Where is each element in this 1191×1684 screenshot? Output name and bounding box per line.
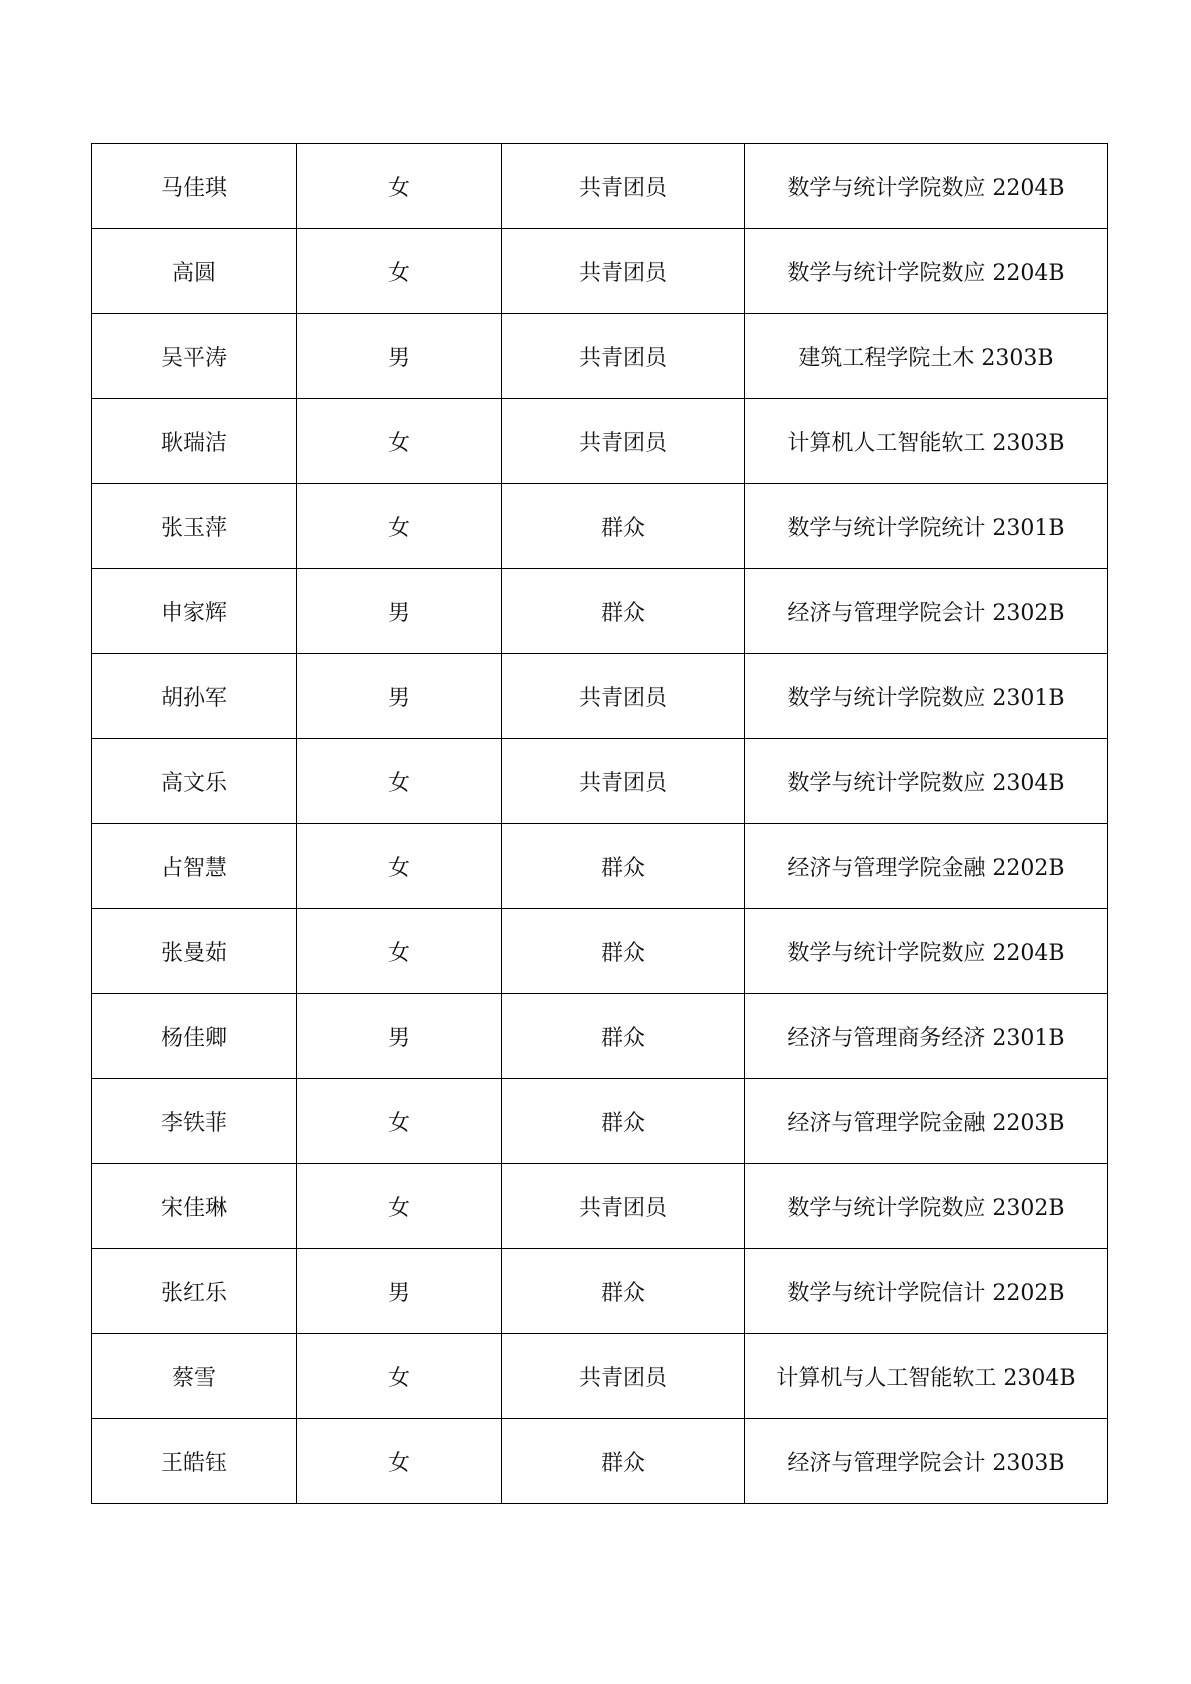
table-row bbox=[92, 314, 1108, 399]
college-class-cell: 数学与统计学院信计 2202B bbox=[745, 1249, 1108, 1334]
gender-cell: 男 bbox=[297, 654, 502, 739]
table-row bbox=[92, 144, 1108, 229]
table-row bbox=[92, 569, 1108, 654]
name-cell: 张曼茹 bbox=[92, 909, 297, 994]
college-class-cell: 经济与管理学院金融 2203B bbox=[745, 1079, 1108, 1164]
college-class-cell: 数学与统计学院统计 2301B bbox=[745, 484, 1108, 569]
table-row bbox=[92, 909, 1108, 994]
gender-cell: 女 bbox=[297, 1334, 502, 1419]
political-status-cell: 群众 bbox=[502, 484, 745, 569]
name-cell: 耿瑞洁 bbox=[92, 399, 297, 484]
table-row bbox=[92, 654, 1108, 739]
college-class-cell: 数学与统计学院数应 2304B bbox=[745, 739, 1108, 824]
table-row bbox=[92, 994, 1108, 1079]
political-status-cell: 共青团员 bbox=[502, 399, 745, 484]
political-status-cell: 群众 bbox=[502, 824, 745, 909]
college-class-cell: 数学与统计学院数应 2302B bbox=[745, 1164, 1108, 1249]
political-status-cell: 共青团员 bbox=[502, 229, 745, 314]
political-status-cell: 共青团员 bbox=[502, 144, 745, 229]
table-row bbox=[92, 399, 1108, 484]
table-row bbox=[92, 229, 1108, 314]
gender-cell: 男 bbox=[297, 994, 502, 1079]
political-status-cell: 共青团员 bbox=[502, 314, 745, 399]
political-status-cell: 共青团员 bbox=[502, 1334, 745, 1419]
college-class-cell: 经济与管理商务经济 2301B bbox=[745, 994, 1108, 1079]
name-cell: 占智慧 bbox=[92, 824, 297, 909]
political-status-cell: 群众 bbox=[502, 994, 745, 1079]
name-cell: 杨佳卿 bbox=[92, 994, 297, 1079]
gender-cell: 男 bbox=[297, 1249, 502, 1334]
table-row bbox=[92, 824, 1108, 909]
gender-cell: 女 bbox=[297, 484, 502, 569]
gender-cell: 男 bbox=[297, 314, 502, 399]
name-cell: 吴平涛 bbox=[92, 314, 297, 399]
political-status-cell: 群众 bbox=[502, 909, 745, 994]
name-cell: 张玉萍 bbox=[92, 484, 297, 569]
name-cell: 宋佳琳 bbox=[92, 1164, 297, 1249]
political-status-cell: 群众 bbox=[502, 1079, 745, 1164]
college-class-cell: 数学与统计学院数应 2204B bbox=[745, 229, 1108, 314]
political-status-cell: 群众 bbox=[502, 1419, 745, 1504]
name-cell: 张红乐 bbox=[92, 1249, 297, 1334]
roster-body bbox=[92, 144, 1108, 1504]
college-class-cell: 数学与统计学院数应 2301B bbox=[745, 654, 1108, 739]
college-class-cell: 计算机与人工智能软工 2304B bbox=[745, 1334, 1108, 1419]
political-status-cell: 群众 bbox=[502, 1249, 745, 1334]
college-class-cell: 计算机人工智能软工 2303B bbox=[745, 399, 1108, 484]
college-class-cell: 建筑工程学院土木 2303B bbox=[745, 314, 1108, 399]
table-row bbox=[92, 1249, 1108, 1334]
gender-cell: 女 bbox=[297, 1419, 502, 1504]
college-class-cell: 数学与统计学院数应 2204B bbox=[745, 144, 1108, 229]
name-cell: 蔡雪 bbox=[92, 1334, 297, 1419]
gender-cell: 女 bbox=[297, 1164, 502, 1249]
table-row bbox=[92, 1419, 1108, 1504]
name-cell: 申家辉 bbox=[92, 569, 297, 654]
table-row bbox=[92, 739, 1108, 824]
gender-cell: 女 bbox=[297, 824, 502, 909]
political-status-cell: 共青团员 bbox=[502, 654, 745, 739]
name-cell: 马佳琪 bbox=[92, 144, 297, 229]
table-row bbox=[92, 1164, 1108, 1249]
political-status-cell: 共青团员 bbox=[502, 739, 745, 824]
college-class-cell: 数学与统计学院数应 2204B bbox=[745, 909, 1108, 994]
political-status-cell: 共青团员 bbox=[502, 1164, 745, 1249]
political-status-cell: 群众 bbox=[502, 569, 745, 654]
gender-cell: 男 bbox=[297, 569, 502, 654]
roster-table bbox=[91, 143, 1108, 1504]
name-cell: 胡孙军 bbox=[92, 654, 297, 739]
gender-cell: 女 bbox=[297, 739, 502, 824]
name-cell: 高圆 bbox=[92, 229, 297, 314]
college-class-cell: 经济与管理学院会计 2303B bbox=[745, 1419, 1108, 1504]
name-cell: 李铁菲 bbox=[92, 1079, 297, 1164]
table-row bbox=[92, 1079, 1108, 1164]
gender-cell: 女 bbox=[297, 229, 502, 314]
gender-cell: 女 bbox=[297, 909, 502, 994]
table-row bbox=[92, 1334, 1108, 1419]
gender-cell: 女 bbox=[297, 1079, 502, 1164]
college-class-cell: 经济与管理学院会计 2302B bbox=[745, 569, 1108, 654]
college-class-cell: 经济与管理学院金融 2202B bbox=[745, 824, 1108, 909]
table-row bbox=[92, 484, 1108, 569]
gender-cell: 女 bbox=[297, 399, 502, 484]
name-cell: 王皓钰 bbox=[92, 1419, 297, 1504]
name-cell: 高文乐 bbox=[92, 739, 297, 824]
gender-cell: 女 bbox=[297, 144, 502, 229]
